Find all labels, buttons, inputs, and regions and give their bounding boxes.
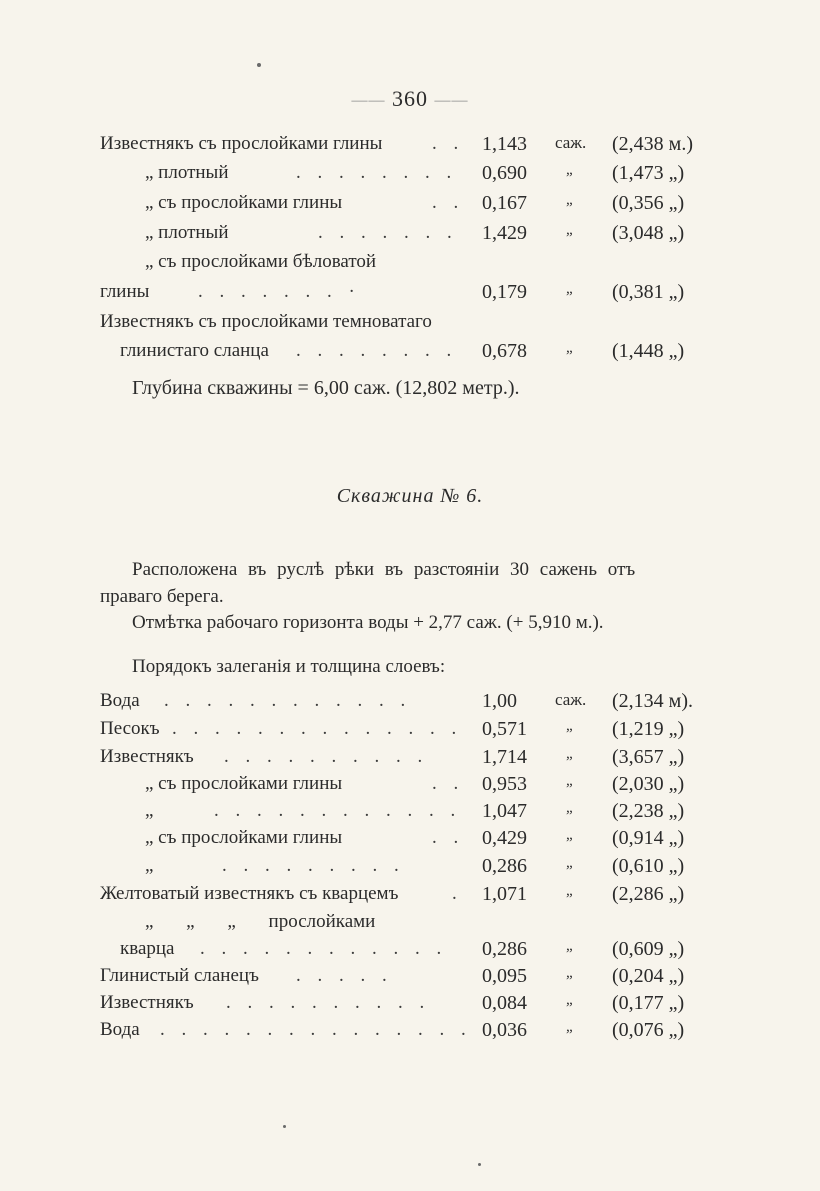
- layer-description: Глинистый сланецъ: [100, 965, 259, 986]
- table2-row: [0, 911, 820, 941]
- leader-dots: . . . . . . . . .: [222, 855, 405, 876]
- thickness-sazhen: 0,678: [482, 340, 527, 362]
- borehole-depth-line: Глубина скважины = 6,00 саж. (12,802 метр.).: [132, 377, 520, 399]
- table1-row: [0, 311, 820, 341]
- ditto-mark: „: [566, 340, 573, 356]
- layer-description: Желтоватый известнякъ съ кварцемъ: [100, 883, 399, 904]
- page-number-dash-left: ——: [351, 91, 386, 109]
- table2-row: [0, 746, 820, 776]
- ditto-mark: „: [566, 718, 573, 734]
- table1-row: [0, 340, 820, 370]
- section-title: Скважина № 6.: [336, 485, 484, 507]
- table2-row: [0, 773, 820, 803]
- thickness-sazhen: 0,286: [482, 855, 527, 877]
- layer-description: Известнякъ: [100, 992, 194, 1013]
- thickness-sazhen: 0,179: [482, 281, 527, 303]
- ditto-mark: „: [566, 938, 573, 954]
- ditto-mark: „: [566, 1019, 573, 1035]
- leader-dots: . . . . . . .: [318, 222, 458, 243]
- table2-row: [0, 965, 820, 995]
- leader-dots: . . . . . . . . . . . .: [200, 938, 448, 959]
- table2-row: [0, 827, 820, 857]
- thickness-sazhen: 0,953: [482, 773, 527, 795]
- thickness-meters: (1,473 „): [612, 162, 685, 184]
- thickness-sazhen: 0,095: [482, 965, 527, 987]
- thickness-meters: (2,438 м.): [612, 133, 693, 155]
- leader-dots: . . . . . . . . . . . . . . .: [160, 1019, 472, 1040]
- thickness-sazhen: 1,143: [482, 133, 527, 155]
- leader-dots: . . . . . . . . . . . .: [214, 800, 462, 821]
- leader-dots: . .: [432, 773, 465, 794]
- leader-dots: . . . . . . . . . . . .: [164, 690, 412, 711]
- layer-description: „ „ „ прослойками: [145, 911, 376, 932]
- layer-description: Вода: [100, 690, 140, 711]
- ditto-mark: „: [566, 800, 573, 816]
- ditto-mark: „: [566, 162, 573, 178]
- layer-description: Известнякъ съ прослойками глины: [100, 133, 383, 154]
- thickness-sazhen: 1,00: [482, 690, 517, 712]
- leader-dots: .: [452, 883, 463, 904]
- layer-description: глинистаго сланца: [120, 340, 269, 361]
- ditto-mark: „: [566, 965, 573, 981]
- table1-row: [0, 133, 820, 163]
- thickness-meters: (0,177 „): [612, 992, 685, 1014]
- thickness-sazhen: 0,084: [482, 992, 527, 1014]
- thickness-meters: (0,381 „): [612, 281, 685, 303]
- leader-dots: . . . . . . . .: [296, 162, 458, 183]
- layer-description: „ съ прослойками глины: [145, 827, 343, 848]
- page-number-dash-right: ——: [434, 91, 469, 109]
- thickness-meters: (0,204 „): [612, 965, 685, 987]
- leader-dots: . .: [432, 192, 465, 213]
- layer-description: „ плотный: [145, 162, 229, 183]
- thickness-meters: (0,356 „): [612, 192, 685, 214]
- table1-row: [0, 162, 820, 192]
- location-line-1: Расположена въ руслѣ рѣки въ разстояніи 30 сажень отъ: [132, 559, 636, 580]
- table2-row: [0, 800, 820, 830]
- table2-row: [0, 855, 820, 885]
- thickness-meters: (2,030 „): [612, 773, 685, 795]
- thickness-meters: (2,286 „): [612, 883, 685, 905]
- thickness-meters: (0,076 „): [612, 1019, 685, 1041]
- layer-description: „ плотный: [145, 222, 229, 243]
- layer-description: Вода: [100, 1019, 140, 1040]
- thickness-sazhen: 1,071: [482, 883, 527, 905]
- table1-row: [0, 251, 820, 281]
- layer-description: „: [145, 800, 154, 821]
- leader-dots: . .: [432, 133, 465, 154]
- leader-dots: . .: [432, 827, 465, 848]
- thickness-meters: (0,609 „): [612, 938, 685, 960]
- leader-dots: . . . . . . . . . .: [226, 992, 431, 1013]
- layer-description: Известнякъ съ прослойками темноватаго: [100, 311, 432, 332]
- thickness-sazhen: 0,167: [482, 192, 527, 214]
- layer-description: Песокъ: [100, 718, 160, 739]
- layer-description: Известнякъ: [100, 746, 194, 767]
- thickness-meters: (1,219 „): [612, 718, 685, 740]
- leader-dots: . . . . . . . .: [296, 340, 458, 361]
- layer-description: „: [145, 855, 154, 876]
- layer-description: „ съ прослойками бѣловатой: [145, 251, 377, 272]
- layer-description: глины: [100, 281, 150, 302]
- layer-order-heading: Порядокъ залеганія и толщина слоевъ:: [132, 656, 446, 677]
- layer-description: кварца: [120, 938, 175, 959]
- thickness-sazhen: 1,429: [482, 222, 527, 244]
- page-number: [0, 86, 820, 112]
- scan-speck: [478, 1163, 481, 1166]
- table2-row: [0, 883, 820, 913]
- unit-label: саж.: [555, 133, 587, 152]
- ditto-mark: „: [566, 746, 573, 762]
- table1-row: [0, 281, 820, 311]
- table2-row: [0, 1019, 820, 1049]
- thickness-sazhen: 1,714: [482, 746, 527, 768]
- thickness-sazhen: 0,571: [482, 718, 527, 740]
- ditto-mark: „: [566, 773, 573, 789]
- thickness-sazhen: 0,036: [482, 1019, 527, 1041]
- leader-dots: . . . . . . . . . .: [224, 746, 429, 767]
- thickness-sazhen: 0,690: [482, 162, 527, 184]
- thickness-sazhen: 0,429: [482, 827, 527, 849]
- table1-row: [0, 222, 820, 252]
- leader-dots: . . . . .: [296, 965, 393, 986]
- thickness-meters: (1,448 „): [612, 340, 685, 362]
- thickness-meters: (2,134 м).: [612, 690, 693, 712]
- thickness-meters: (2,238 „): [612, 800, 685, 822]
- page-number-text: 360: [392, 86, 428, 111]
- thickness-meters: (3,048 „): [612, 222, 685, 244]
- ditto-mark: „: [566, 281, 573, 297]
- thickness-meters: (0,610 „): [612, 855, 685, 877]
- thickness-meters: (3,657 „): [612, 746, 685, 768]
- table1-row: [0, 192, 820, 222]
- ditto-mark: „: [566, 192, 573, 208]
- layer-description: „ съ прослойками глины: [145, 773, 343, 794]
- unit-label: саж.: [555, 690, 587, 709]
- thickness-sazhen: 1,047: [482, 800, 527, 822]
- ditto-mark: „: [566, 855, 573, 871]
- table2-row: [0, 992, 820, 1022]
- thickness-sazhen: 0,286: [482, 938, 527, 960]
- ditto-mark: „: [566, 883, 573, 899]
- water-level-line: Отмѣтка рабочаго горизонта воды + 2,77 саж. (+ 5,910 м.).: [132, 612, 604, 633]
- thickness-meters: (0,914 „): [612, 827, 685, 849]
- scan-speck: [257, 63, 261, 67]
- location-line-2: праваго берега.: [100, 586, 224, 607]
- table2-row: [0, 718, 820, 748]
- leader-dots: . . . . . . . ·: [198, 281, 361, 302]
- table2-row: [0, 938, 820, 968]
- table2-row: [0, 690, 820, 720]
- scan-speck: [283, 1125, 286, 1128]
- layer-description: „ съ прослойками глины: [145, 192, 343, 213]
- ditto-mark: „: [566, 222, 573, 238]
- leader-dots: . . . . . . . . . . . . . .: [172, 718, 463, 739]
- ditto-mark: „: [566, 827, 573, 843]
- ditto-mark: „: [566, 992, 573, 1008]
